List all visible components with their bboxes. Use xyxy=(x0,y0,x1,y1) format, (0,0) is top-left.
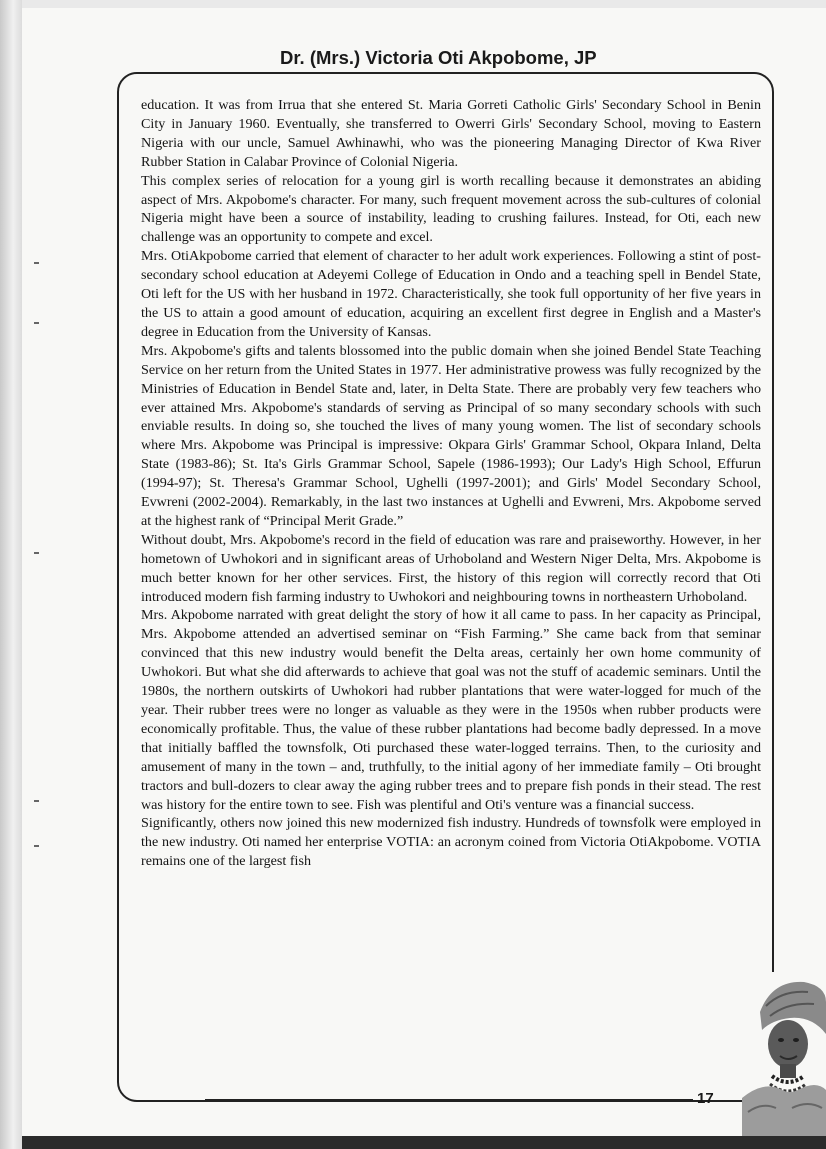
page-bottom-edge xyxy=(22,1136,826,1149)
paragraph: Significantly, others now joined this new modernized fish industry. Hundreds of townsfolk were employed in the new industry. Oti named her enterprise VOTIA: an acronym coined from Victoria OtiAkpobome. VOTIA remains one of the largest fish xyxy=(141,815,761,870)
scan-mark xyxy=(34,800,39,802)
scan-mark xyxy=(34,262,39,264)
scan-mark xyxy=(34,552,39,554)
paragraph: Mrs. OtiAkpobome carried that element of character to her adult work experiences. Following a stint of post-secondary school education at Adeyemi College of Education in Ondo and a teaching spell in Bendel State, Oti left for the US with her husband in 1972. Characteristically, she took full opportunity of her five years in the US to attain a good amount of education, acquiring an excellent first degree in English and a Master's degree in Education from the University of Kansas. xyxy=(141,248,761,340)
running-header-title: Dr. (Mrs.) Victoria Oti Akpobome, JP xyxy=(280,47,597,68)
footer-rule xyxy=(205,1099,693,1101)
portrait-photo xyxy=(742,972,826,1136)
paragraph: This complex series of relocation for a young girl is worth recalling because it demonstrates an abiding aspect of Mrs. Akpobome's character. For many, such frequent movement across the sub-cultures of colonial Nigeria might have been a source of instability, leading to crushing failures. Instead, for Oti, each new challenge was an opportunity to compete and excel. xyxy=(141,172,761,246)
paragraph: Mrs. Akpobome narrated with great delight the story of how it all came to pass. In her capacity as Principal, Mrs. Akpobome attended an advertised seminar on “Fish Farming.” She came back from that seminar convinced that this new industry would benefit the Delta areas, certainly her own home community of Uwhokori. But what she did afterwards to achieve that goal was not the stuff of academic seminars. Until the 1980s, the northern outskirts of Uwhokori had rubber plantations that were water-logged for much of the year. Their rubber trees were no longer as valuable as they were in the 1950s when rubber products were economically profitable. Thus, the value of these rubber plantations had become badly depressed. In a move that initially baffled the townsfolk, Oti purchased these water-logged terrains. Then, to the curiosity and amusement of many in the town – and, truthfully, to the initial agony of her immediate family – Oti brought tractors and bull-dozers to clear away the aging rubber trees and to prepare fish ponds in their stead. The rest was history for the entire town to see. Fish was plentiful and Oti's venture was a financial success. xyxy=(141,607,761,813)
portrait-photo-image xyxy=(742,972,826,1136)
paragraph: Mrs. Akpobome's gifts and talents blossomed into the public domain when she joined Bendel State Teaching Service on her return from the United States in 1977. Her administrative prowess was fully recognized by the Ministries of Education in Bendel State and, later, in Delta State. There are probably very few teachers who ever attained Mrs. Akpobome's standards of serving as Principal of so many secondary schools with such enviable results. In doing so, she touched the lives of many young women. The list of secondary schools where Mrs. Akpobome was Principal is impressive: Okpara Girls' Grammar School, Okpara Inland, Delta State (1983-86); St. Ita's Girls Grammar School, Sapele (1986-1993); Our Lady's High School, Effurun (1994-97); St. Theresa's Grammar School, Ughelli (1997-2001); and Girls' Model Secondary School, Evwreni (2002-2004). Remarkably, in the last two instances at Ughelli and Evwreni, Mrs. Akpobome served at the highest rank of “Principal Merit Grade.” xyxy=(141,342,761,529)
book-spine xyxy=(0,0,22,1149)
paragraph: education. It was from Irrua that she entered St. Maria Gorreti Catholic Girls' Secondary School in Benin City in January 1960. Eventually, she transferred to Owerri Girls' Secondary School, moving to Eastern Nigeria with our uncle, Samuel Awhinawhi, who was the pioneering Managing Director of Kwa River Rubber Station in Calabar Province of Colonial Nigeria. xyxy=(141,97,761,170)
page-number: 17 xyxy=(697,1090,714,1107)
scan-mark xyxy=(34,322,39,324)
body-text xyxy=(141,96,761,1081)
paragraph: Without doubt, Mrs. Akpobome's record in the field of education was rare and praiseworthy. However, in her hometown of Uwhokori and in significant areas of Urhoboland and Western Niger Delta, Mrs. Akpobome is much better known for her other services. First, the history of this region will correctly record that Oti introduced modern fish farming industry to Uwhokori and neighbouring towns in northeastern Urhoboland. xyxy=(141,531,761,605)
scan-mark xyxy=(34,845,39,847)
